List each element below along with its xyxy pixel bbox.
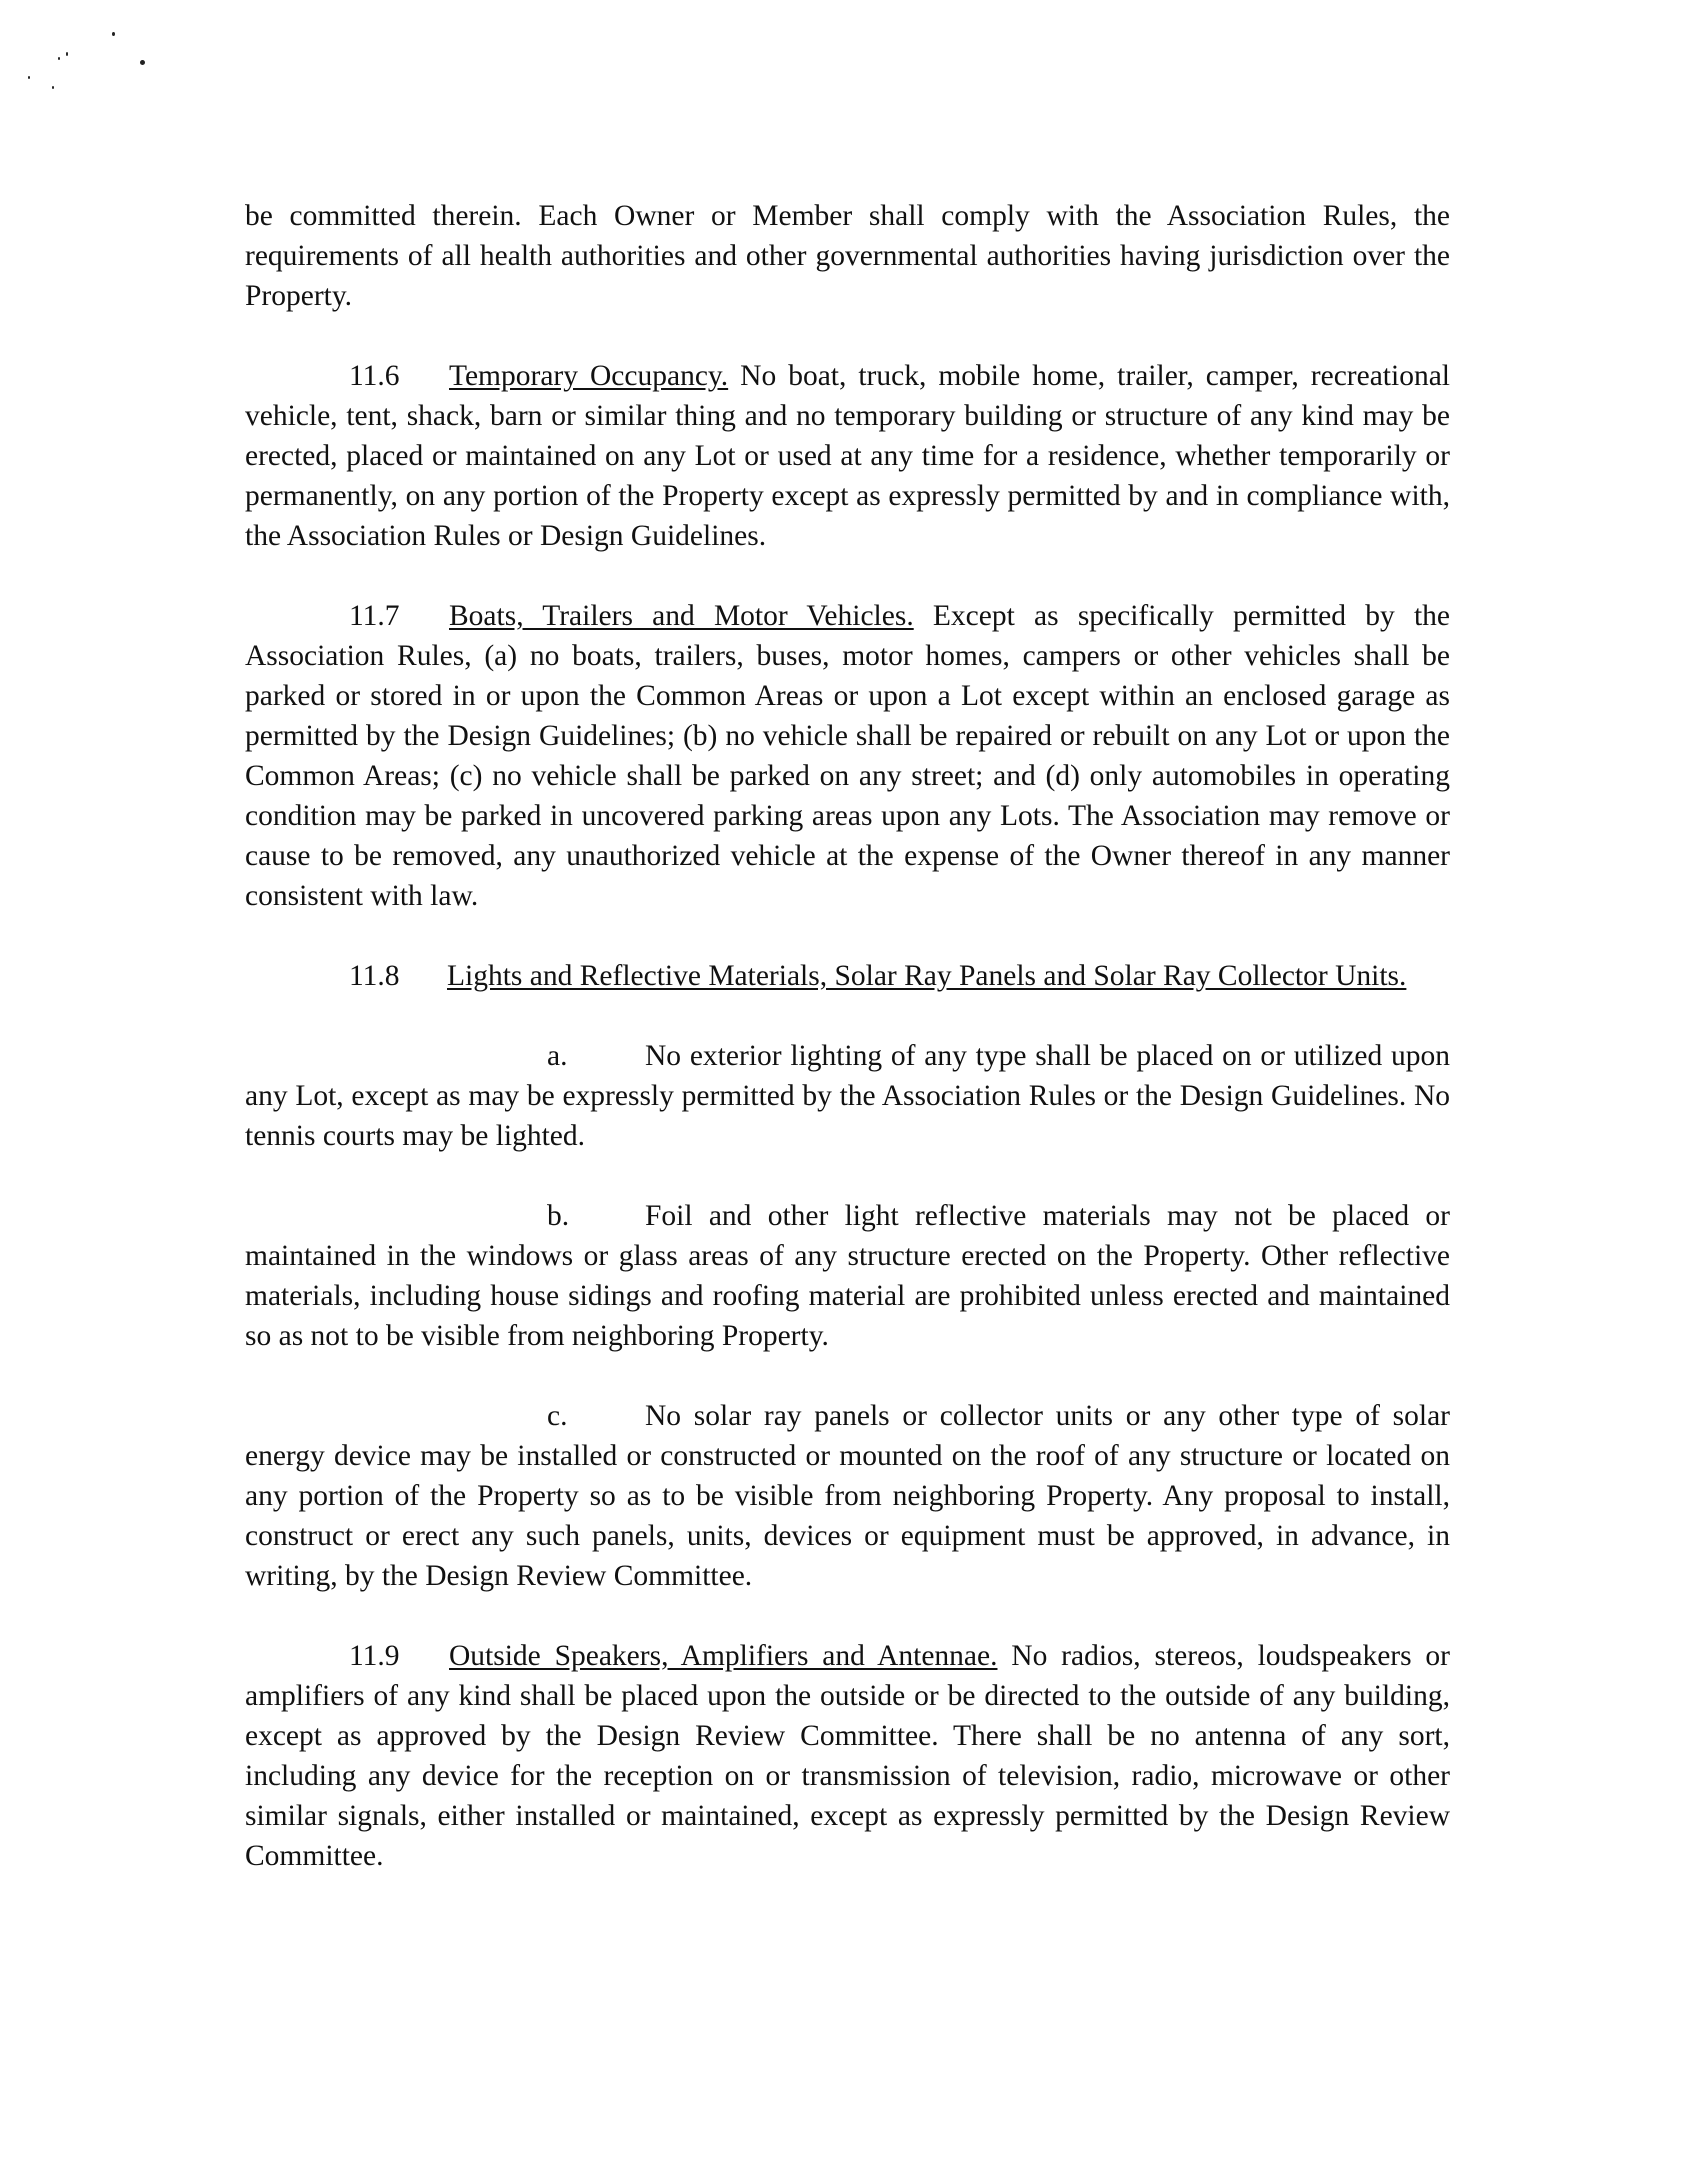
subsection-letter: a. [547,1040,568,1072]
scan-speck [28,76,30,79]
section-11-8-heading [245,956,1450,996]
subsection-letter: c. [547,1400,568,1432]
section-title: Outside Speakers, Amplifiers and Antennae. [449,1640,998,1672]
subsection-11-8-a [245,1036,1450,1156]
section-11-9 [245,1636,1450,1876]
subsection-11-8-b [245,1196,1450,1356]
scan-speck [58,57,60,60]
document-body [245,196,1450,1876]
subsection-text: No exterior lighting of any type shall be placed on or utilized upon any Lot, except as may be expressly permitted by the Association Rules or the Design Guidelines. No tennis courts may be lighted. [245,1040,1450,1152]
subsection-letter: b. [547,1200,570,1232]
section-11-6 [245,356,1450,556]
section-11-7 [245,596,1450,916]
subsection-11-8-c [245,1396,1450,1596]
scan-speck [52,86,54,89]
section-text: No radios, stereos, loudspeakers or amplifiers of any kind shall be placed upon the outside or be directed to the outside of any building, except as approved by the Design Review Committee. There shall be no antenna of any sort, including any device for the reception on or transmission of television, radio, microwave or other similar signals, either installed or maintained, except as expressly permitted by the Design Review Committee. [245,1640,1450,1872]
section-text: Except as specifically permitted by the Association Rules, (a) no boats, trailers, buses, motor homes, campers or other vehicles shall be parked or stored in or upon the Common Areas or upon a Lot except within an enclosed garage as permitted by the Design Guidelines; (b) no vehicle shall be repaired or rebuilt on any Lot or upon the Common Areas; (c) no vehicle shall be parked on any street; and (d) only automobiles in operating condition may be parked in uncovered parking areas upon any Lots. The Association may remove or cause to be removed, any unauthorized vehicle at the expense of the Owner thereof in any manner consistent with law. [245,600,1450,912]
section-number: 11.9 [349,1640,400,1672]
section-number: 11.7 [349,600,400,632]
subsection-text: No solar ray panels or collector units or any other type of solar energy device may be installed or constructed or mounted on the roof of any structure or located on any portion of the Property so as to be visible from neighboring Property. Any proposal to install, construct or erect any such panels, units, devices or equipment must be approved, in advance, in writing, by the Design Review Committee. [245,1400,1450,1592]
opening-paragraph: be committed therein. Each Owner or Member shall comply with the Association Rules, the requirements of all health authorities and other governmental authorities having jurisdiction over the Property. [245,200,1450,312]
subsection-text: Foil and other light reflective materials may not be placed or maintained in the windows or glass areas of any structure erected on the Property. Other reflective materials, including house sidings and roofing material are prohibited unless erected and maintained so as not to be visible from neighboring Property. [245,1200,1450,1352]
section-title: Lights and Reflective Materials, Solar Ray Panels and Solar Ray Collector Units. [447,960,1407,992]
section-title: Boats, Trailers and Motor Vehicles. [449,600,914,632]
section-number: 11.8 [349,960,400,992]
scan-speck [66,52,68,56]
scan-speck [112,32,115,36]
section-text: No boat, truck, mobile home, trailer, camper, recreational vehicle, tent, shack, barn or similar thing and no temporary building or structure of any kind may be erected, placed or maintained on any Lot or used at any time for a residence, whether temporarily or permanently, on any portion of the Property except as expressly permitted by and in compliance with, the Association Rules or Design Guidelines. [245,360,1450,552]
section-number: 11.6 [349,360,400,392]
section-title: Temporary Occupancy. [449,360,729,392]
scan-speck [140,60,145,65]
